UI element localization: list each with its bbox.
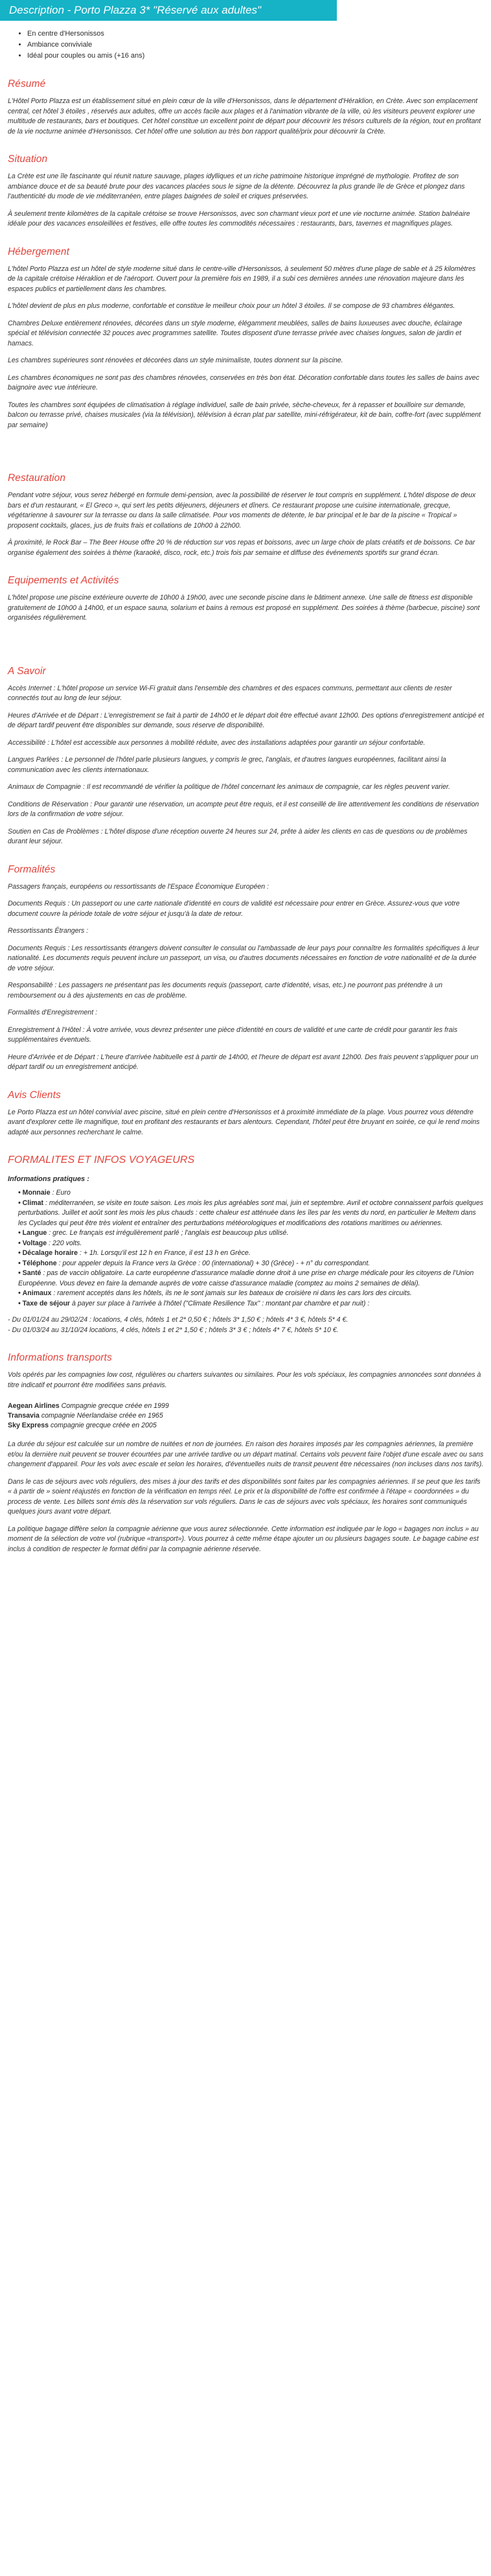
airline-name: Transavia [8, 1412, 40, 1420]
info-text: : Euro [50, 1189, 71, 1197]
info-item [18, 1289, 485, 1299]
paragraph: Pendant votre séjour, vous serez hébergé en formule demi-pension, avec la possibilité de réserver le tout compris en supplément. L'hôtel dispose de deux bars et d'un restaurant, « El Greco », qui sert les petits déjeuners, déjeuners et dîners. Ce restaurant propose une cuisine internationale, grecque, végétarienne à savourer sur la terrasse ou dans la salle climatisée. Pour vos moments de détente, le bar principal et le bar de la piscine « Tropical » proposent cocktails, glaces, jus de fruits frais et collations de 10h00 à 22h00. [8, 491, 476, 530]
airline-desc: compagnie grecque créée en 2005 [49, 1422, 157, 1429]
info-list [8, 1188, 485, 1309]
section-hebergement [0, 246, 491, 431]
info-label: Climat [22, 1199, 44, 1207]
section-title: Avis Clients [8, 1089, 61, 1101]
airline-item [8, 1421, 485, 1431]
section-title: Situation [8, 154, 48, 165]
airline-desc: Compagnie grecque créée en 1999 [59, 1402, 169, 1410]
paragraph: À proximité, le Rock Bar – The Beer House offre 20 % de réduction sur vos repas et boissons, avec un large choix de plats créatifs et de boissons. Ce bar organise également des soirées à thème (karaoké, disco, rock, etc.) trois fois par semaine et diffuse des événements sportifs sur grand écran. [8, 539, 475, 557]
paragraph: La Crète est une île fascinante qui réunit nature sauvage, plages idylliques et un riche patrimoine historique imprégné de mythologie. Profitez de son ambiance douce et de sa beauté brute pour des vacances placées sous le signe de la détente. Découvrez la plus grande île de Grèce et plongez dans l'authenticité du mode de vie méditerranéen, entre plages baignées de soleil et criques préservées. [8, 172, 465, 200]
paragraph: À seulement trente kilomètres de la capitale crétoise se trouve Hersonissos, avec son charmant vieux port et une vie nocturne animée. Station balnéaire idéale pour des vacances ensoleillées et festives, elle offre toutes les commodités nécessaires : restaurants, bars, tavernes et magnifiques plages. [8, 209, 470, 228]
feature-item: • Ambiance conviviale [27, 40, 491, 51]
section-title: Informations transports [8, 1352, 112, 1363]
section-equipements [0, 575, 491, 624]
feature-list [0, 29, 491, 62]
info-subtitle: Informations pratiques : [8, 1175, 89, 1183]
info-text: : rarement acceptés dans les hôtels, ils ne le sont jamais sur les bateaux de croisière ni dans les cars lors des circuits. [51, 1289, 412, 1297]
info-text: à payer sur place à l'arrivée à l'hôtel ("Climate Resilience Tax" : montant par chambre et par nuit) : [70, 1299, 370, 1307]
info-text: : pour appeler depuis la France vers la Grèce : 00 (international) + 30 (Grèce) - + n° du correspondant. [56, 1259, 371, 1267]
info-item [18, 1248, 485, 1259]
section-restauration [0, 473, 491, 558]
info-item [18, 1299, 485, 1309]
paragraph: Documents Requis : Un passeport ou une carte nationale d'identité en cours de validité est nécessaire pour entrer en Grèce. Assurez-vous que votre document couvre la période totale de votre séjour et jusqu'à la date de retour. [8, 900, 460, 918]
section-resume [0, 78, 491, 137]
info-label: Monnaie [22, 1189, 51, 1197]
airline-desc: compagnie Néerlandaise créée en 1965 [39, 1412, 163, 1420]
paragraph: Animaux de Compagnie : Il est recommandé de vérifier la politique de l'hôtel concernant les animaux de compagnie, car les règles peuvent varier. [8, 783, 450, 791]
airline-name: Aegean Airlines [8, 1402, 60, 1410]
paragraph: Accès Internet : L'hôtel propose un service Wi-Fi gratuit dans l'ensemble des chambres et des espaces communs, permettant aux clients de rester connectés tout au long de leur séjour. [8, 684, 452, 702]
info-label: Santé [22, 1269, 41, 1277]
paragraph: Accessibilité : L'hôtel est accessible aux personnes à mobilité réduite, avec des installations adaptées pour garantir un séjour confortable. [8, 738, 426, 747]
feature-item: • Idéal pour couples ou amis (+16 ans) [27, 51, 491, 62]
feature-item: • En centre d'Hersonissos [27, 29, 491, 40]
section-situation [0, 154, 491, 229]
paragraph: La durée du séjour est calculée sur un nombre de nuitées et non de journées. En raison des horaires imposés par les compagnies aériennes, la première et/ou la dernière nuit peuvent se trouver écourtées par une arrivée tardive ou un départ matinal. Certains vols peuvent faire l'objet d'une escale avec ou sans changement d'appareil. Pour les vols avec escale et selon les horaires, d'éventuelles nuits de transit peuvent être nécessaires (non incluses dans nos tarifs). [8, 1440, 484, 1468]
paragraph: Formalités d'Enregistrement : [8, 1009, 98, 1016]
paragraph: L'hôtel propose une piscine extérieure ouverte de 10h00 à 19h00, avec une seconde piscine dans le bâtiment annexe. Une salle de fitness est disponible gratuitement de 10h00 à 14h00, et un espace sauna, solarium et bains à remous est proposé en supplément. Des soirées à thème (barbecue, piscine) sont organisées régulièrement. [8, 594, 480, 622]
paragraph: Langues Parlées : Le personnel de l'hôtel parle plusieurs langues, y compris le grec, l'anglais, et d'autres langues européennes, facilitant ainsi la communication avec les clients internationaux. [8, 756, 446, 774]
info-label: Animaux [22, 1289, 52, 1297]
info-item [18, 1188, 485, 1199]
description-banner [0, 0, 337, 21]
section-title: Equipements et Activités [8, 575, 119, 586]
info-text: : 220 volts. [47, 1239, 82, 1247]
section-avis-clients [0, 1090, 491, 1138]
paragraph: Ressortissants Étrangers : [8, 927, 89, 935]
section-title: Restauration [8, 473, 66, 484]
airline-name: Sky Express [8, 1422, 49, 1429]
info-item [18, 1269, 485, 1289]
info-text: : + 1h. Lorsqu'il est 12 h en France, il est 13 h en Grèce. [78, 1249, 251, 1257]
info-label: Décalage horaire [22, 1249, 78, 1257]
paragraph: L'Hôtel Porto Plazza est un établissement situé en plein cœur de la ville d'Hersonissos, dans le département d'Héraklion, en Crète. Avec son emplacement central, cet hôtel 3 étoiles , réservés aux adultes, offre un accès facile aux plages et à l'animation vibrante de la ville, où les visiteurs peuvent explorer une multitude de restaurants, bars et boutiques. Cet hôtel constitue un excellent point de départ pour découvrir les trésors culturels de la région, tout en profitant de la vie nocturne animée d'Hersonissos. Cet hôtel offre une solution au très bon rapport qualité/prix pour découvrir la Crète. [8, 97, 481, 135]
paragraph: Responsabilité : Les passagers ne présentant pas les documents requis (passeport, carte d'identité, visas, etc.) ne pourront pas prétendre à un remboursement ou à des ajustements en cas de problème. [8, 981, 442, 1000]
tax-line: - Du 01/03/24 au 31/10/24 locations, 4 clés, hôtels 1 et 2* 1,50 € ; hôtels 3* 3 € ; hôtels 4* 7 €, hôtels 5* 10 €. [8, 1326, 339, 1334]
info-item [18, 1228, 485, 1239]
section-title: Hébergement [8, 246, 70, 257]
section-transport [0, 1352, 491, 1554]
section-a-savoir [0, 666, 491, 847]
paragraph: Chambres Deluxe entièrement rénovées, décorées dans un style moderne, élégamment meublées, salles de bains luxueuses avec douche, éclairage spécial et télévision connectée 32 pouces avec programmes satellite. Toutes disposent d'une terrasse privée avec chaises longues, salon de jardin et hamacs. [8, 319, 462, 347]
info-item [18, 1239, 485, 1249]
paragraph: Les chambres supérieures sont rénovées et décorées dans un style minimaliste, toutes donnent sur la piscine. [8, 357, 343, 364]
info-label: Voltage [22, 1239, 47, 1247]
airline-item [8, 1401, 485, 1411]
paragraph: Soutien en Cas de Problèmes : L'hôtel dispose d'une réception ouverte 24 heures sur 24, prête à aider les clients en cas de questions ou de problèmes durant leur séjour. [8, 827, 468, 845]
section-formalites [0, 864, 491, 1073]
paragraph: La politique bagage diffère selon la compagnie aérienne que vous aurez sélectionnée. Cette information est indiquée par le logo « bagages non inclus » au moment de la sélection de votre vol (rubrique «transport»). Vous pourrez à cette même étape ajouter un ou plusieurs bagages soute. Le bagage cabine est inclus à condition de respecter le format défini par la compagnie aérienne réservée. [8, 1525, 479, 1553]
info-item [18, 1259, 485, 1269]
section-formalites-voyageurs [0, 1154, 491, 1335]
info-label: Taxe de séjour [22, 1299, 71, 1307]
paragraph: Heures d'Arrivée et de Départ : L'enregistrement se fait à partir de 14h00 et le départ doit être effectué avant 12h00. Des options d'enregistrement anticipé et de départ tardif peuvent être disponibles sur demande, sous réserve de disponibilité. [8, 711, 485, 729]
paragraph: Conditions de Réservation : Pour garantir une réservation, un acompte peut être requis, et il est conseillé de lire attentivement les conditions de réservation lors de la confirmation de votre séjour. [8, 800, 479, 818]
info-label: Langue [22, 1229, 47, 1237]
paragraph: Documents Requis : Les ressortissants étrangers doivent consulter le consulat ou l'ambassade de leur pays pour connaître les formalités spécifiques à leur nationalité. Les documents requis peuvent inclure un passeport, un visa, ou d'autres documents nécessaires en fonction de votre nationalité et de la durée de votre séjour. [8, 944, 479, 972]
paragraph: Heure d'Arrivée et de Départ : L'heure d'arrivée habituelle est à partir de 14h00, et l'heure de départ est avant 12h00. Des frais peuvent s'appliquer pour un départ tardif ou un enregistrement anticipé. [8, 1053, 479, 1071]
section-title: Formalités [8, 863, 56, 875]
paragraph: L'hôtel Porto Plazza est un hôtel de style moderne situé dans le centre-ville d'Hersonissos, à seulement 50 mètres d'une plage de sable et à 25 kilomètres de la capitale crétoise Héraklion et de l'aéroport. Ouvert pour la première fois en 1989, il a subi ces dernières années une rénovation majeure dans les espaces publics et partiellement dans les chambres. [8, 264, 476, 293]
airline-item [8, 1411, 485, 1421]
info-label: Téléphone [22, 1259, 57, 1267]
paragraph: L'hôtel devient de plus en plus moderne, confortable et constitue le meilleur choix pour un hôtel 3 étoiles. Il se compose de 93 chambres élégantes. [8, 302, 455, 310]
paragraph: Dans le cas de séjours avec vols réguliers, des mises à jour des tarifs et des disponibilités sont faites par les compagnies aériennes. Il se peut que les tarifs « à partir de » soient réajustés en fonction de la vérification en temps réel. Le prix et la disponibilité de l'offre est confirmée à l'étape « coordonnées » du process de vente. Les billets sont émis dès la réservation sur vols réguliers. Dans le cas de séjours avec vols spéciaux, les horaires sont communiqués quelques jours avant votre départ. [8, 1477, 481, 1516]
info-text: : pas de vaccin obligatoire. La carte européenne d'assurance maladie donne droit à une prise en charge médicale pour les citoyens de l'Union Européenne. Vous devez en faire la demande auprès de votre caisse d'assurance maladie (comptez au moins 2 semaines de délai). [18, 1269, 474, 1287]
page-title: Description - Porto Plazza 3* "Réservé aux adultes" [9, 4, 262, 16]
paragraph: Les chambres économiques ne sont pas des chambres rénovées, conservées en très bon état. Décoration confortable dans toutes les salles de bains avec baignoire avec vue intérieure. [8, 373, 479, 392]
paragraph: Vols opérés par les compagnies low cost, régulières ou charters suivantes ou similaires. Pour les vols spéciaux, les compagnies annoncées sont données à titre indicatif et pourront être modifiées sans préavis. [8, 1371, 481, 1389]
section-title: FORMALITES ET INFOS VOYAGEURS [8, 1154, 195, 1165]
info-text: : méditerranéen, se visite en toute saison. Les mois les plus agréables sont mai, juin et septembre. Avril et octobre connaissent parfois quelques perturbations. Juillet et août sont les mois les plus chauds : cette chaleur est atténuée dans les îles par les vents du nord, en particulier le Meltem dans les Cyclades qui peut être très violent et entraîner des perturbations météorologiques et modifications des rotations maritimes ou aériennes. [18, 1199, 484, 1227]
paragraph: Passagers français, européens ou ressortissants de l'Espace Économique Européen : [8, 882, 269, 891]
info-item [18, 1199, 485, 1229]
info-text: : grec. Le français est irrégulièrement parlé ; l'anglais est beaucoup plus utilisé. [47, 1229, 289, 1237]
section-title: Résumé [8, 78, 46, 89]
paragraph: Le Porto Plazza est un hôtel convivial avec piscine, situé en plein centre d'Hersonissos et à proximité immédiate de la plage. Vous pourrez vous détendre avant d'explorer cette île magnifique, tout en profitant des restaurants et bars alentours. Cependant, l'hôtel peut être bruyant en soirée, ce qui le rend moins adapté aux personnes recherchant le calme. [8, 1108, 480, 1136]
section-title: A Savoir [8, 665, 46, 677]
paragraph: Toutes les chambres sont équipées de climatisation à réglage individuel, salle de bain privée, sèche-cheveux, fer à repasser et bouilloire sur demande, balcon ou terrasse privé, chaises musicales (via la télévision), télévision à écran plat par satellite, mini-réfrigérateur, kit de bain, coffre-fort (avec supplément par semaine) [8, 401, 481, 429]
tax-line: - Du 01/01/24 au 29/02/24 : locations, 4 clés, hôtels 1 et 2* 0,50 € ; hôtels 3* 1,50 € ; hôtels 4* 3 €, hôtels 5* 4 €. [8, 1316, 348, 1324]
paragraph: Enregistrement à l'Hôtel : À votre arrivée, vous devrez présenter une pièce d'identité en cours de validité et une carte de crédit pour garantir les frais supplémentaires éventuels. [8, 1025, 458, 1044]
